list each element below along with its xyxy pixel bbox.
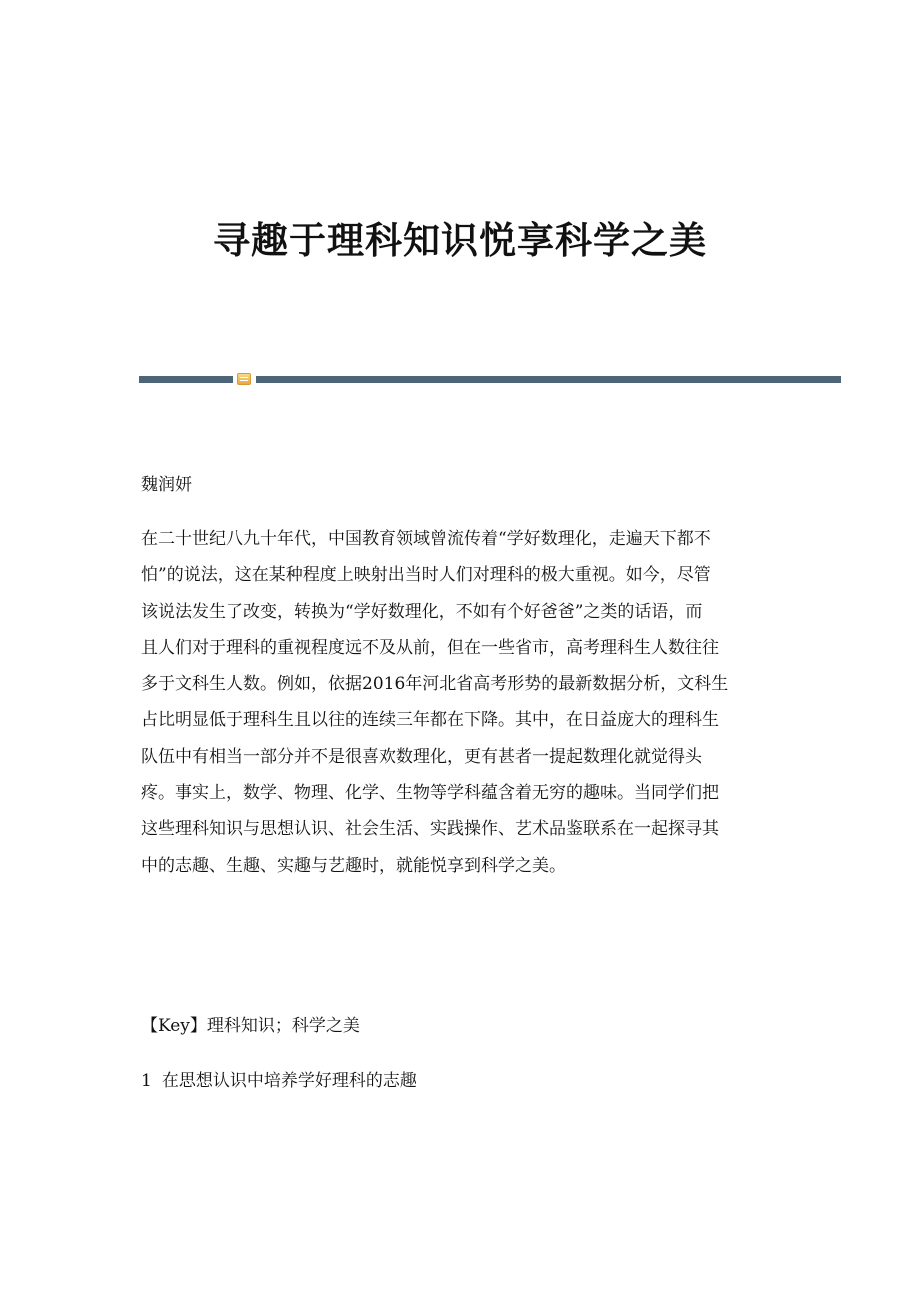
author-name: 魏润妍 xyxy=(141,475,192,495)
abstract-line: 该说法发生了改变，转换为“学好数理化，不如有个好爸爸”之类的话语，而 xyxy=(141,601,703,622)
document-title: 寻趣于理科知识悦享科学之美 xyxy=(213,218,707,262)
abstract-line: 且人们对于理科的重视程度远不及从前，但在一些省市，高考理科生人数往往 xyxy=(141,637,719,658)
divider-bar-right xyxy=(256,376,841,383)
title-divider xyxy=(139,372,841,388)
section-heading xyxy=(141,1066,417,1096)
abstract-line: 多于文科生人数。例如，依据2016年河北省高考形势的最新数据分析，文科生 xyxy=(141,674,729,695)
section-number: 1 xyxy=(141,1071,152,1091)
abstract-line: 怕”的说法，这在某种程度上映射出当时人们对理科的极大重视。如今，尽管 xyxy=(141,565,711,586)
abstract-line: 占比明显低于理科生且以往的连续三年都在下降。其中，在日益庞大的理科生 xyxy=(141,710,719,731)
abstract-line: 这些理科知识与思想认识、社会生活、实践操作、艺术品鉴联系在一起探寻其 xyxy=(141,819,719,840)
abstract-line: 中的志趣、生趣、实趣与艺趣时，就能悦享到科学之美。 xyxy=(141,855,566,876)
divider-ornament-icon xyxy=(237,373,251,385)
abstract-paragraph xyxy=(141,521,781,884)
abstract-line: 队伍中有相当一部分并不是很喜欢数理化，更有甚者一提起数理化就觉得头 xyxy=(141,746,702,767)
divider-bar-left xyxy=(139,376,233,383)
abstract-line: 在二十世纪八九十年代，中国教育领域曾流传着“学好数理化，走遍天下都不 xyxy=(141,529,711,549)
keywords-line: 【Key】理科知识；科学之美 xyxy=(141,1016,360,1036)
abstract-line: 疼。事实上，数学、物理、化学、生物等学科蕴含着无穷的趣味。当同学们把 xyxy=(141,783,719,804)
section-title: 在思想认识中培养学好理科的志趣 xyxy=(161,1071,417,1091)
